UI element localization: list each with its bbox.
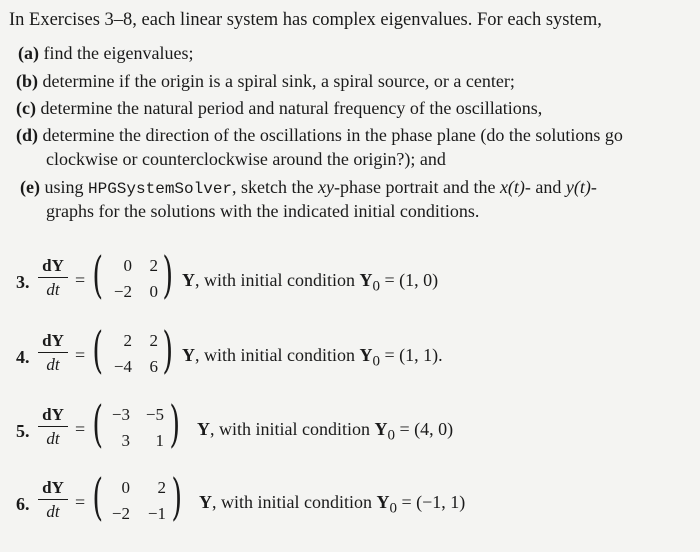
part-label: (e) <box>20 177 40 197</box>
exercise-6: 6. dY dt = ( 0 2 −2 −1 ) Y, with initial condition $Y_0 = (-1$, 1) <box>16 468 466 526</box>
part-text: determine the direction of the oscillations in the phase plane (do the solutions go <box>42 125 623 145</box>
derivative-fraction: dY dt <box>38 256 68 300</box>
part-label: (b) <box>16 71 38 91</box>
exercise-number: 5. <box>16 421 30 441</box>
part-d <box>16 124 623 146</box>
part-e: (e) using HPGSystemSolver, sketch the xy-phase portrait and the x(t)- and y(t)- <box>20 177 597 198</box>
exercise-number: 4. <box>16 347 30 367</box>
exercise-number: 3. <box>16 272 30 292</box>
right-paren: ) <box>171 468 183 526</box>
initial-condition: Y, with initial condition $Y_0 = (1$, 0) <box>182 270 439 295</box>
part-d-continued <box>46 148 446 170</box>
derivative-fraction: dY dt <box>38 405 68 449</box>
exercise-4: 4. dY dt = ( 2 2 −4 6 ) Y, with initial condition $Y_0 = (1$, 1). <box>16 321 443 379</box>
derivative-fraction: dY dt <box>38 478 68 522</box>
part-label: (a) <box>18 43 39 63</box>
part-text: clockwise or counterclockwise around the origin?); and <box>46 149 446 169</box>
part-text: find the eigenvalues; <box>43 43 194 63</box>
initial-condition: Y, with initial condition $Y_0 = (-1$, 1) <box>199 492 466 517</box>
part-label: (d) <box>16 125 38 145</box>
part-a <box>18 42 193 64</box>
part-text: graphs for the solutions with the indicated initial conditions. <box>46 201 480 221</box>
left-paren: ( <box>92 395 104 453</box>
initial-condition: Y, with initial condition $Y_0 = (4$, 0) <box>197 419 454 444</box>
left-paren: ( <box>92 246 104 304</box>
right-paren: ) <box>162 246 174 304</box>
right-paren: ) <box>169 395 181 453</box>
initial-condition: Y, with initial condition $Y_0 = (1$, 1). <box>182 345 443 370</box>
part-e-continued <box>46 200 479 222</box>
left-paren: ( <box>92 468 104 526</box>
part-c <box>16 97 542 119</box>
software-name: HPGSystemSolver <box>88 180 233 198</box>
intro-text: In Exercises 3–8, each linear system has complex eigenvalues. For each system, <box>9 10 602 30</box>
right-paren: ) <box>162 321 174 379</box>
left-paren: ( <box>92 321 104 379</box>
exercise-5: 5. dY dt = ( −3 −5 3 1 ) Y, with initial condition $Y_0 = (4$, 0) <box>16 395 454 453</box>
part-b <box>16 70 515 92</box>
exercise-3: 3. dY dt = ( 0 2 −2 0 ) Y, with initial condition $Y_0 = (1$, 0) <box>16 246 439 304</box>
exercise-number: 6. <box>16 494 30 514</box>
part-text: determine if the origin is a spiral sink, a spiral source, or a center; <box>42 71 515 91</box>
derivative-fraction: dY dt <box>38 331 68 375</box>
part-text: determine the natural period and natural frequency of the oscillations, <box>40 98 543 118</box>
part-label: (c) <box>16 98 36 118</box>
